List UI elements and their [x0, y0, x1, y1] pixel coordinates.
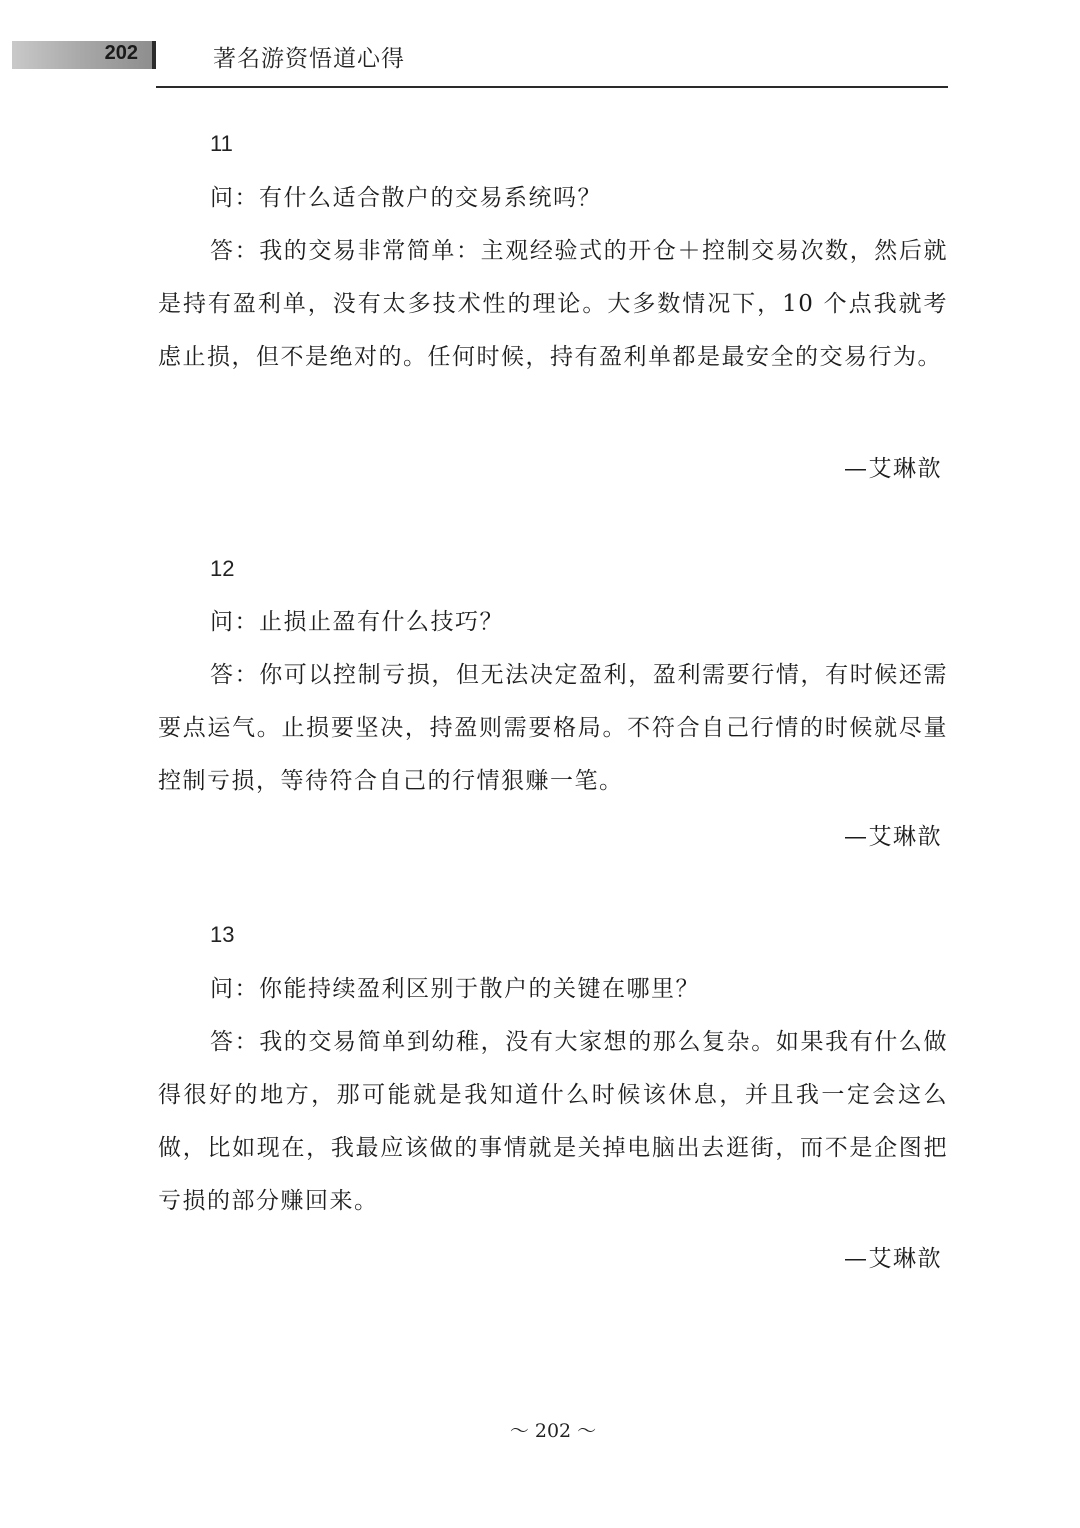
answer-text: 答：你可以控制亏损，但无法决定盈利，盈利需要行情，有时候还需要点运气。止损要坚决，持盈则需要格局。不符合自己行情的时候就尽量控制亏损，等待符合自己的行情狠赚一笔。 — [158, 662, 948, 794]
qa-section-13 — [158, 922, 948, 1282]
qa-section-11 — [158, 131, 948, 491]
question-text: 问：止损止盈有什么技巧？ — [210, 609, 504, 635]
author-signature: —艾琳歆 — [844, 1246, 942, 1272]
answer-text: 答：我的交易非常简单：主观经验式的开仓＋控制交易次数，然后就是持有盈利单，没有太多技术性的理论。大多数情况下，10 个点我就考虑止损，但不是绝对的。任何时候，持有盈利单都是最安全的交易行为。 — [158, 238, 948, 370]
answer-text: 答：我的交易简单到幼稚，没有大家想的那么复杂。如果我有什么做得很好的地方，那可能就是我知道什么时候该休息，并且我一定会这么做，比如现在，我最应该做的事情就是关掉电脑出去逛街，而不是企图把亏损的部分赚回来。 — [158, 1029, 948, 1214]
header-page-tab — [12, 41, 156, 69]
qa-section-12 — [158, 556, 948, 856]
author-signature: —艾琳歆 — [844, 456, 942, 482]
section-number: 13 — [210, 922, 235, 947]
header-page-number: 202 — [104, 42, 138, 64]
author-signature: —艾琳歆 — [844, 824, 942, 850]
question-text: 问：有什么适合散户的交易系统吗？ — [210, 185, 602, 211]
page-footer-number: ～ 202 ～ — [509, 1420, 597, 1442]
header-divider — [156, 86, 948, 88]
question-text: 问：你能持续盈利区别于散户的关键在哪里？ — [210, 976, 700, 1002]
book-title: 著名游资悟道心得 — [213, 46, 405, 72]
section-number: 11 — [210, 131, 233, 156]
section-number: 12 — [210, 556, 235, 581]
